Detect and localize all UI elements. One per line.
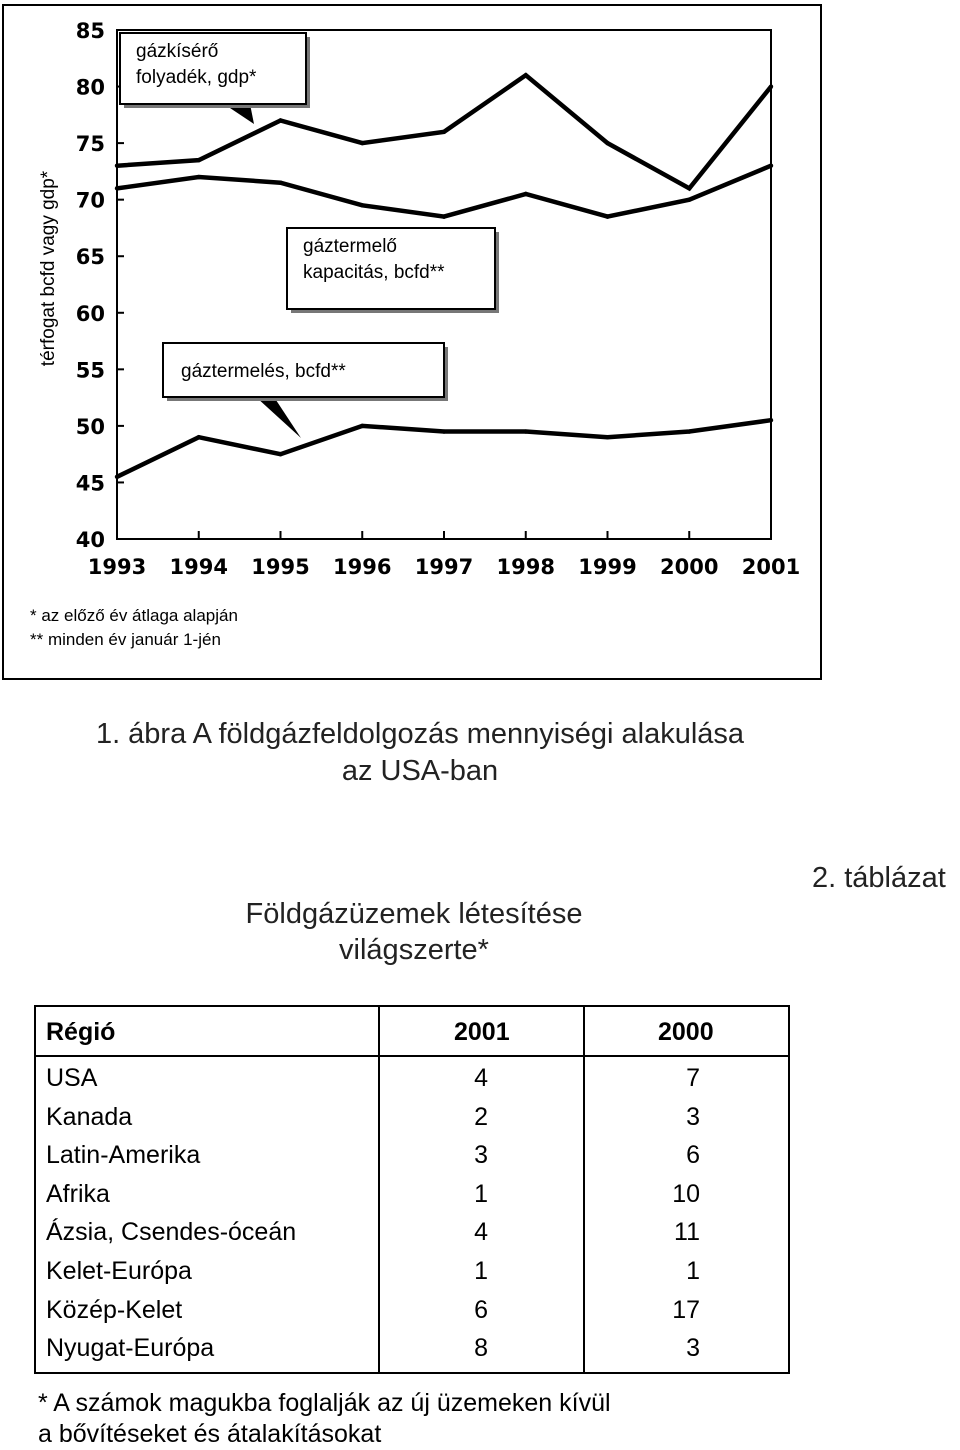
table-row xyxy=(36,1334,788,1372)
cell-2001: 1 xyxy=(474,1179,488,1208)
table-number: 2. táblázat xyxy=(812,862,946,894)
data-point xyxy=(197,158,201,162)
series-line-capacity xyxy=(117,166,771,217)
x-tick-label: 1997 xyxy=(414,555,474,579)
y-tick-label: 85 xyxy=(75,19,105,43)
cell-region: Latin-Amerika xyxy=(46,1141,201,1170)
cell-region: Afrika xyxy=(46,1179,110,1208)
figure-caption xyxy=(40,716,800,790)
table-row xyxy=(36,1218,788,1256)
data-point xyxy=(687,429,691,433)
plants-table xyxy=(34,1005,790,1374)
header-2001: 2001 xyxy=(454,1018,510,1046)
cell-2000: 11 xyxy=(674,1218,700,1247)
data-point xyxy=(605,214,609,218)
cell-region: USA xyxy=(46,1064,98,1092)
data-point xyxy=(442,130,446,134)
cell-region: Ázsia, Csendes-óceán xyxy=(46,1218,297,1247)
cell-2000: 10 xyxy=(672,1179,700,1208)
data-point xyxy=(197,175,201,179)
data-point xyxy=(687,197,691,201)
data-point xyxy=(769,418,773,422)
table-title xyxy=(200,896,628,968)
table-row xyxy=(36,1103,788,1141)
y-tick-label: 80 xyxy=(75,75,105,100)
y-tick-label: 70 xyxy=(75,188,105,213)
cell-2000: 3 xyxy=(686,1102,700,1131)
cell-2001: 8 xyxy=(474,1334,488,1363)
cell-region: Közép-Kelet xyxy=(46,1295,183,1324)
cell-2001: 3 xyxy=(474,1141,488,1170)
chart-note-1: * az előző év átlaga alapján xyxy=(30,606,238,625)
figure-frame xyxy=(2,4,822,680)
table-row xyxy=(36,1141,788,1179)
y-axis-label: térfogat bcfd vagy gdp* xyxy=(38,170,59,367)
table-title-line-1: Földgázüzemek létesítése xyxy=(245,898,583,930)
data-point xyxy=(605,141,609,145)
data-point xyxy=(524,73,528,77)
data-point xyxy=(687,186,691,190)
callout-production-pointer xyxy=(256,397,301,438)
data-point xyxy=(769,164,773,168)
x-tick-label: 1999 xyxy=(578,555,637,579)
table-row xyxy=(36,1296,788,1334)
data-point xyxy=(360,141,364,145)
data-point xyxy=(278,118,282,122)
data-point xyxy=(360,203,364,207)
data-point xyxy=(769,84,773,88)
figure-caption-line-1: 1. ábra A földgázfeldolgozás mennyiségi alakulása xyxy=(95,718,745,750)
cell-2001: 2 xyxy=(474,1102,488,1131)
callout-production-label: gáztermelés, bcfd** xyxy=(181,361,346,382)
x-tick-label: 2001 xyxy=(741,555,801,579)
table-footnote xyxy=(38,1388,611,1450)
data-point xyxy=(115,186,119,190)
header-region: Régió xyxy=(46,1018,116,1046)
data-point xyxy=(115,475,119,479)
data-point xyxy=(115,164,119,168)
callout-liquids-label: folyadék, gdp* xyxy=(136,67,257,88)
y-tick-label: 55 xyxy=(75,358,105,383)
table-row xyxy=(36,1257,788,1295)
y-tick-label: 45 xyxy=(75,471,105,496)
cell-region: Kanada xyxy=(46,1102,133,1131)
cell-2000: 17 xyxy=(672,1295,700,1324)
data-point xyxy=(197,435,201,439)
cell-region: Nyugat-Európa xyxy=(46,1334,215,1363)
x-tick-label: 1994 xyxy=(169,555,228,579)
x-tick-label: 1995 xyxy=(251,555,310,579)
callout-liquids-label: gázkísérő xyxy=(136,41,219,62)
header-2000: 2000 xyxy=(658,1018,714,1046)
x-tick-label: 2000 xyxy=(660,555,719,579)
data-point xyxy=(605,435,609,439)
line-chart xyxy=(4,6,820,678)
cell-2001: 4 xyxy=(474,1064,488,1092)
chart-note-2: ** minden év január 1-jén xyxy=(30,630,221,649)
table-row xyxy=(36,1180,788,1218)
data-point xyxy=(278,452,282,456)
y-tick-label: 40 xyxy=(75,528,105,552)
callout-capacity-label: kapacitás, bcfd** xyxy=(303,262,445,283)
table-footnote-line-2: a bővítéseket és átalakításokat xyxy=(38,1420,382,1448)
table-header-row xyxy=(36,1007,788,1057)
table-title-line-2: világszerte* xyxy=(339,934,489,966)
x-tick-label: 1996 xyxy=(333,555,392,579)
callout-capacity-label: gáztermelő xyxy=(303,236,397,257)
x-tick-label: 1993 xyxy=(87,555,147,579)
figure-caption-line-2: az USA-ban xyxy=(341,755,499,787)
y-tick-label: 60 xyxy=(75,301,105,326)
cell-2000: 7 xyxy=(686,1064,700,1092)
data-point xyxy=(360,424,364,428)
cell-2000: 1 xyxy=(686,1257,700,1285)
data-point xyxy=(278,181,282,185)
data-point xyxy=(442,214,446,218)
cell-2001: 1 xyxy=(474,1257,488,1285)
cell-2000: 3 xyxy=(686,1334,700,1363)
cell-2001: 4 xyxy=(474,1218,488,1247)
data-point xyxy=(524,429,528,433)
y-tick-label: 75 xyxy=(75,132,105,157)
cell-2000: 6 xyxy=(686,1141,700,1170)
data-point xyxy=(442,429,446,433)
y-tick-label: 65 xyxy=(75,245,105,270)
y-tick-label: 50 xyxy=(75,414,105,439)
cell-2001: 6 xyxy=(474,1295,488,1324)
table-footnote-line-1: * A számok magukba foglalják az új üzemeken kívül xyxy=(38,1389,611,1417)
data-point xyxy=(524,192,528,196)
x-tick-label: 1998 xyxy=(496,555,555,579)
chart-notes xyxy=(30,604,238,652)
table-row xyxy=(36,1064,788,1102)
cell-region: Kelet-Európa xyxy=(46,1257,192,1285)
series-line-production xyxy=(117,420,771,477)
